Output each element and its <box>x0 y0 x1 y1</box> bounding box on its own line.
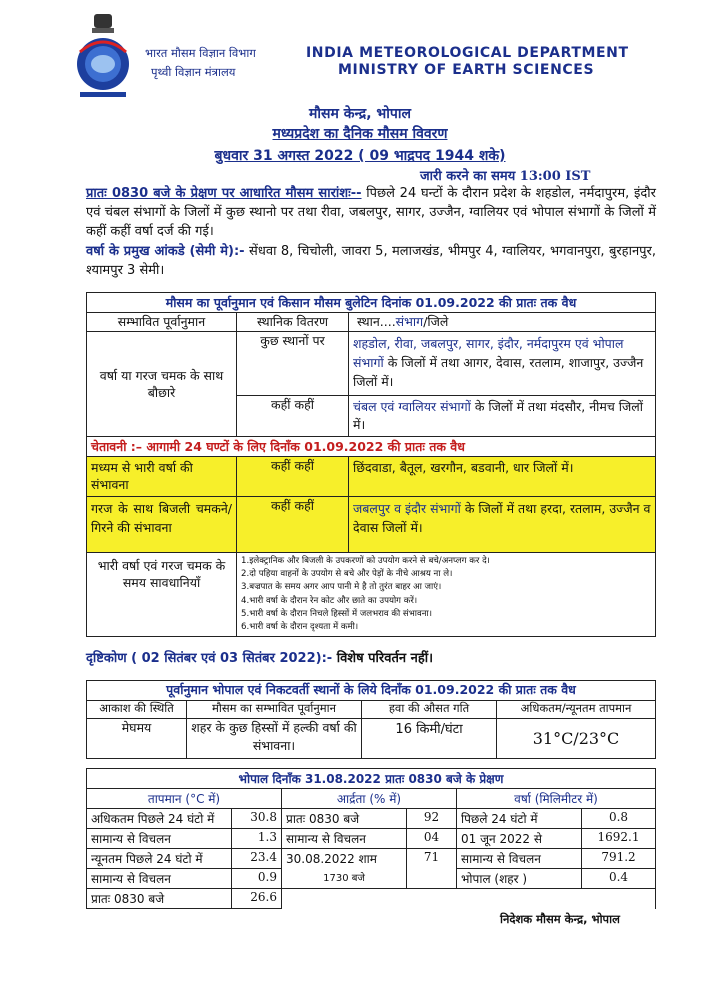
hindi-department <box>145 44 256 82</box>
precaution-list <box>237 553 656 637</box>
table-row <box>87 889 656 909</box>
w2-distribution: कहीं कहीं <box>237 497 349 553</box>
rain-figures-text: सेंधवा 8, चिचोली, जावरा 5, मलाजखंड, भीमपुर 4, ग्वालियर, भगवानपुरा, बुरहानपुर, श्यामपुर 3 सेमी। <box>86 244 656 278</box>
r2-places-blue: चंबल एवं ग्वालियर संभागों <box>353 399 471 414</box>
forecast-type: वर्षा या गरज चमक के साथ बौछारे <box>87 332 237 437</box>
eng-ministry-name: MINISTRY OF EARTH SCIENCES <box>338 62 595 78</box>
precaution-item: 2.दो पहिया वाहनों के उपयोग से बचे और पेड़ों के नीचे आश्रय ना ले। <box>241 569 453 580</box>
w2-places-blue: जबलपुर व इंदौर संभागों <box>353 501 461 516</box>
table-row <box>87 849 656 869</box>
precaution-title: भारी वर्षा एवं गरज चमक के समय सावधानियॉं <box>87 553 237 637</box>
table-row <box>87 869 656 889</box>
w1-places: छिंदवाडा, बैतूल, खरगौन, बडवानी, धार जिलों में। <box>349 457 656 497</box>
issue-time: जारी करने का समय 13:00 IST <box>420 169 591 184</box>
obs-cell: 0.9 <box>232 869 282 889</box>
outlook-text: विशेष परिवर्तन नहीं। <box>332 651 434 666</box>
r2-places-rest: के जिलों में तथा मंदसौर, नीमच जिलों में। <box>353 399 644 432</box>
bf-weather: शहर के कुछ हिस्सों में हल्की वर्षा की संभावना। <box>187 719 362 759</box>
outlook <box>86 648 433 666</box>
obs-cell: 23.4 <box>232 849 282 869</box>
obs-cell: पिछले 24 घंटो में <box>457 809 582 829</box>
obs-cell: 04 <box>407 829 457 849</box>
obs-cell: 791.2 <box>582 849 656 869</box>
col-forecast: सम्भावित पूर्वानुमान <box>87 313 237 332</box>
col-distribution: स्थानिक वितरण <box>237 313 349 332</box>
obs-cell: न्यूनतम पिछले 24 घंटो में <box>87 849 232 869</box>
bhopal-forecast-table <box>86 680 656 759</box>
w2-places-rest: के जिलों में तथा हरदा, रतलाम, उज्जैन व देवास जिलों में। <box>353 501 651 535</box>
r2-places <box>349 396 656 437</box>
obs-temp-header: तापमान (°C में) <box>87 789 282 809</box>
obs-cell: 01 जून 2022 से <box>457 829 582 849</box>
obs-cell <box>407 889 457 909</box>
w2-places <box>349 497 656 553</box>
eng-dept-name: INDIA METEOROLOGICAL DEPARTMENT <box>306 45 629 61</box>
obs-cell <box>457 889 582 909</box>
r1-places-rest: के जिलों में तथा आगर, देवास, रतलाम, शाजापुर, उज्जैन जिलों में। <box>353 355 644 389</box>
warning-text: चेतावनी :– आगामी 24 घण्टों के लिए दिनाँक 01.09.2022 की प्रातः तक वैध <box>91 439 465 454</box>
obs-cell: 92 <box>407 809 457 829</box>
centre-title: मौसम केन्द्र, भोपाल <box>309 106 411 122</box>
english-department <box>306 45 629 79</box>
precaution-item: 1.इलेक्ट्रानिक और बिजली के उपकरणों को उपयोग करने से बचे/अनप्लग कर दे। <box>241 556 490 566</box>
obs-cell: सामान्य से विचलन <box>457 849 582 869</box>
col-place <box>349 313 656 332</box>
outlook-label: दृष्टिकोण ( 02 सितंबर एवं 03 सितंबर 2022):- <box>86 651 333 666</box>
obs-cell <box>582 889 656 909</box>
rain-figures-label: वर्षा के प्रमुख आंकडे (सेमी मे):- <box>86 244 245 259</box>
hindi-dept-name: भारत मौसम विज्ञान विभाग <box>145 46 256 60</box>
bf-wind: 16 किमी/घंटा <box>362 719 497 759</box>
obs-rain-header: वर्षा (मिलिमीटर में) <box>457 789 656 809</box>
bhopal-forecast-title: पूर्वानुमान भोपाल एवं निकटवर्ती स्थानों के लिये दिनाँक 01.09.2022 की प्रातः तक वैध <box>87 681 656 701</box>
obs-cell: प्रातः 0830 बजे <box>282 809 407 829</box>
bf-h-weather: मौसम का सम्भावित पूर्वानुमान <box>187 701 362 719</box>
forecast-table <box>86 292 656 637</box>
bf-h-temp: अधिकतम/न्यूनतम तापमान <box>497 701 656 719</box>
obs-title: भोपाल दिनाँक 31.08.2022 प्रातः 0830 बजे के प्रेक्षण <box>87 769 656 789</box>
table-row <box>87 809 656 829</box>
obs-cell: 30.8 <box>232 809 282 829</box>
bf-h-sky: आकाश की स्थिति <box>87 701 187 719</box>
precaution-item: 3.बज्रपात के समय अगर आप पानी मे है तो तुरंत बाहर आ जाएं। <box>241 582 442 593</box>
r1-places-blue: शहडोल, रीवा, जबलपुर, सागर, इंदौर, नर्मदापुरम एवं भोपाल संभागों <box>353 336 624 370</box>
obs-cell: 1.3 <box>232 829 282 849</box>
obs-cell: सामान्य से विचलन <box>87 829 232 849</box>
obs-cell: 1692.1 <box>582 829 656 849</box>
obs-cell: भोपाल (शहर ) <box>457 869 582 889</box>
obs-cell: अधिकतम पिछले 24 घंटो में <box>87 809 232 829</box>
report-date: बुधवार 31 अगस्त 2022 ( 09 भाद्रपद 1944 शके) <box>214 148 506 164</box>
precaution-item: 5.भारी वर्षा के दौरान निचले हिस्सों में जलभराव की संभावना। <box>241 608 433 619</box>
summary-text: पिछले 24 घन्टों के दौरान प्रदेश के शहडोल, नर्मदापुरम, इंदौर एवं चंबल संभागों के जिलों में कुछ स्थानो पर तथा रीवा, जबलपुर, सागर, उज्जैन, ग्वालियर एवं भोपाल संभागों के जिलों में कहीं कहीं वर्षा दर्ज की गई। <box>86 186 656 239</box>
forecast-title: मौसम का पूर्वानुमान एवं किसान मौसम बुलेटिन दिनांक 01.09.2022 की प्रातः तक वैध <box>87 293 656 313</box>
obs-cell: प्रातः 0830 बजे <box>87 889 232 909</box>
obs-cell: 0.8 <box>582 809 656 829</box>
hindi-ministry-name: पृथ्वी विज्ञान मंत्रालय <box>151 65 236 79</box>
bf-h-wind: हवा की औसत गति <box>362 701 497 719</box>
obs-cell: 71 <box>407 849 457 869</box>
bf-temp: 31°C/23°C <box>497 719 656 759</box>
director-signature: निदेशक मौसम केन्द्र, भोपाल <box>500 912 620 926</box>
r1-places <box>349 332 656 396</box>
obs-cell: सामान्य से विचलन <box>87 869 232 889</box>
report-title: मध्यप्रदेश का दैनिक मौसम विवरण <box>272 126 448 142</box>
imd-emblem-icon <box>72 12 134 100</box>
w2-type: गरज के साथ बिजली चमकने/ गिरने की संभावना <box>87 497 237 553</box>
obs-cell: 1730 बजे <box>282 869 407 889</box>
obs-cell: 0.4 <box>582 869 656 889</box>
obs-cell: 30.08.2022 शाम <box>282 849 407 869</box>
obs-cell <box>282 889 407 909</box>
bhopal-observation-table <box>86 768 656 909</box>
summary-label: प्रातः 0830 बजे के प्रेक्षण पर आधारित मौसम सारांशः-- <box>86 186 362 201</box>
obs-cell <box>407 869 457 889</box>
weather-summary <box>86 184 656 241</box>
r2-distribution: कहीं कहीं <box>237 396 349 437</box>
col-place-c: /जिले <box>423 314 449 329</box>
obs-hum-header: आर्द्रता (% में) <box>282 789 457 809</box>
rain-figures <box>86 242 656 280</box>
precaution-item: 6.भारी वर्षा के दौरान दृश्यता में कमी। <box>241 622 359 633</box>
precaution-item: 4.भारी वर्षा के दौरान रेन कोट और छाते का उपयोग करें। <box>241 595 418 606</box>
w1-type: मध्यम से भारी वर्षा की संभावना <box>87 457 237 497</box>
r1-distribution: कुछ स्थानों पर <box>237 332 349 396</box>
bf-sky: मेघमय <box>87 719 187 759</box>
col-place-b: संभाग <box>395 314 424 329</box>
table-row <box>87 829 656 849</box>
obs-cell: 26.6 <box>232 889 282 909</box>
w1-distribution: कहीं कहीं <box>237 457 349 497</box>
warning-row <box>87 437 656 457</box>
col-place-a: स्थान.... <box>357 314 396 329</box>
obs-cell: सामान्य से विचलन <box>282 829 407 849</box>
